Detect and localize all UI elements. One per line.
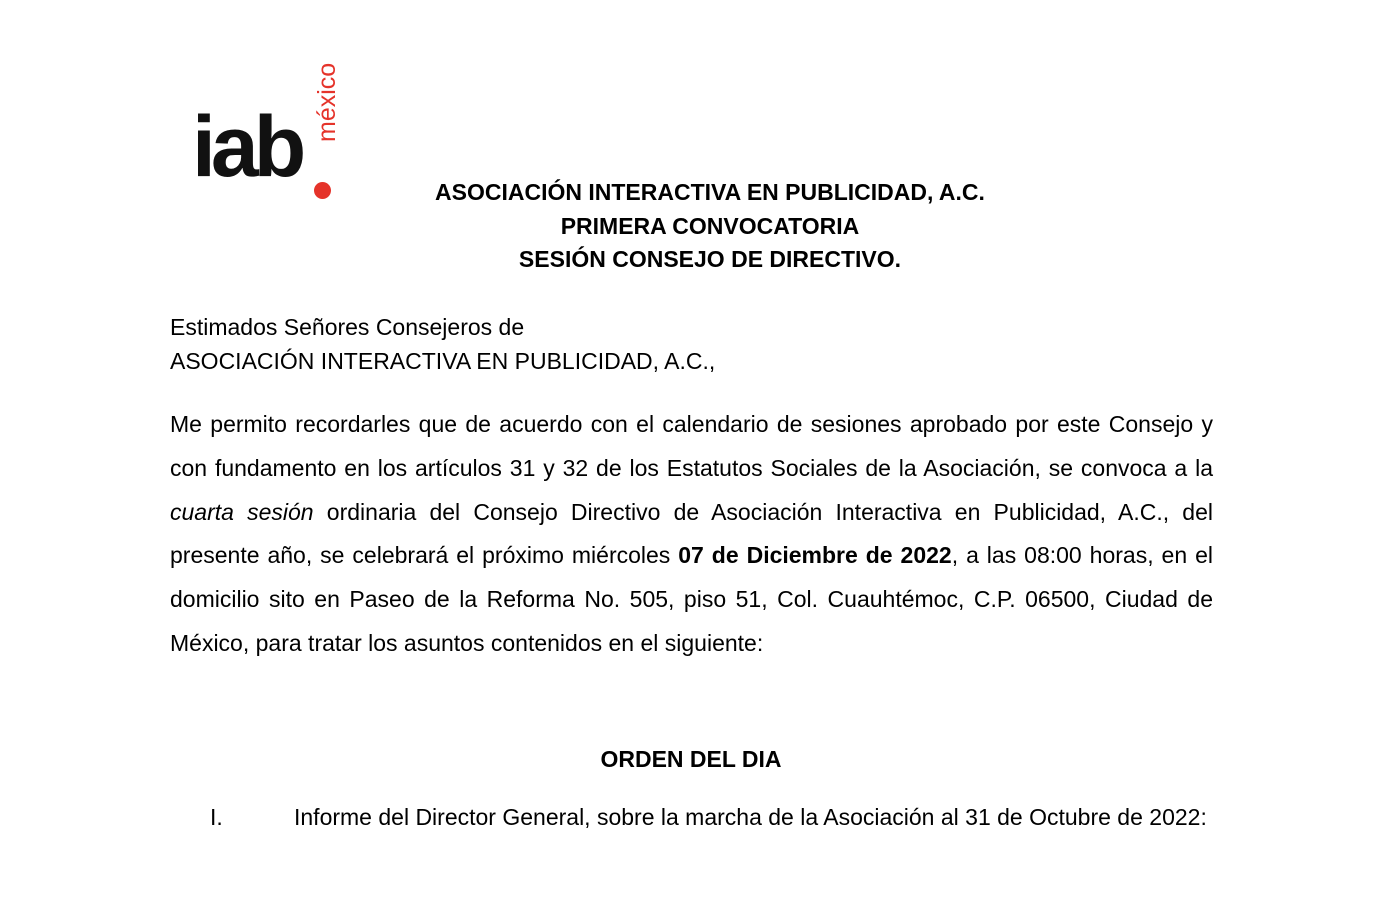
body-italic-session: cuarta sesión (170, 498, 314, 525)
title-line-session: SESIÓN CONSEJO DE DIRECTIVO. (518, 246, 902, 272)
logo-country-text: méxico (313, 62, 341, 142)
salutation-line-1: Estimados Señores Consejeros de (170, 314, 525, 340)
body-text-part-2: ordinaria del Consejo Directivo de Asociación Interactiva en Publicidad, A.C., del presente año, se celebrará el próximo miércoles (170, 498, 1213, 569)
agenda-item-number: I. (210, 804, 223, 830)
salutation (170, 310, 715, 378)
title-line-convocatoria: PRIMERA CONVOCATORIA (560, 212, 860, 239)
document-title (0, 176, 1400, 277)
body-text-part-1: Me permito recordarles que de acuerdo con el calendario de sesiones aprobado por este Consejo y con fundamento en los artículos 31 y 32 de los Estatutos Sociales de la Asociación, se convoca a la (170, 411, 1213, 481)
iab-mexico-logo (192, 38, 342, 195)
title-line-organization: ASOCIACIÓN INTERACTIVA EN PUBLICIDAD, A.C. (435, 179, 985, 205)
body-text-part-3: , a las 08:00 horas, en el domicilio sito en Paseo de la Reforma No. 505, piso 51, Col. Cuauhtémoc, C.P. 06500, Ciudad de México, para tratar los asuntos contenidos en el siguiente: (170, 542, 1213, 656)
agenda-item-text: Informe del Director General, sobre la marcha de la Asociación al 31 de Octubre de 2022: (294, 804, 1207, 830)
body-paragraph (170, 403, 1213, 666)
salutation-line-2: ASOCIACIÓN INTERACTIVA EN PUBLICIDAD, A.C., (170, 348, 716, 374)
agenda-title: ORDEN DEL DIA (600, 746, 782, 772)
body-bold-date: 07 de Diciembre de 2022 (678, 542, 952, 569)
logo-brand-text: iab (192, 99, 302, 195)
